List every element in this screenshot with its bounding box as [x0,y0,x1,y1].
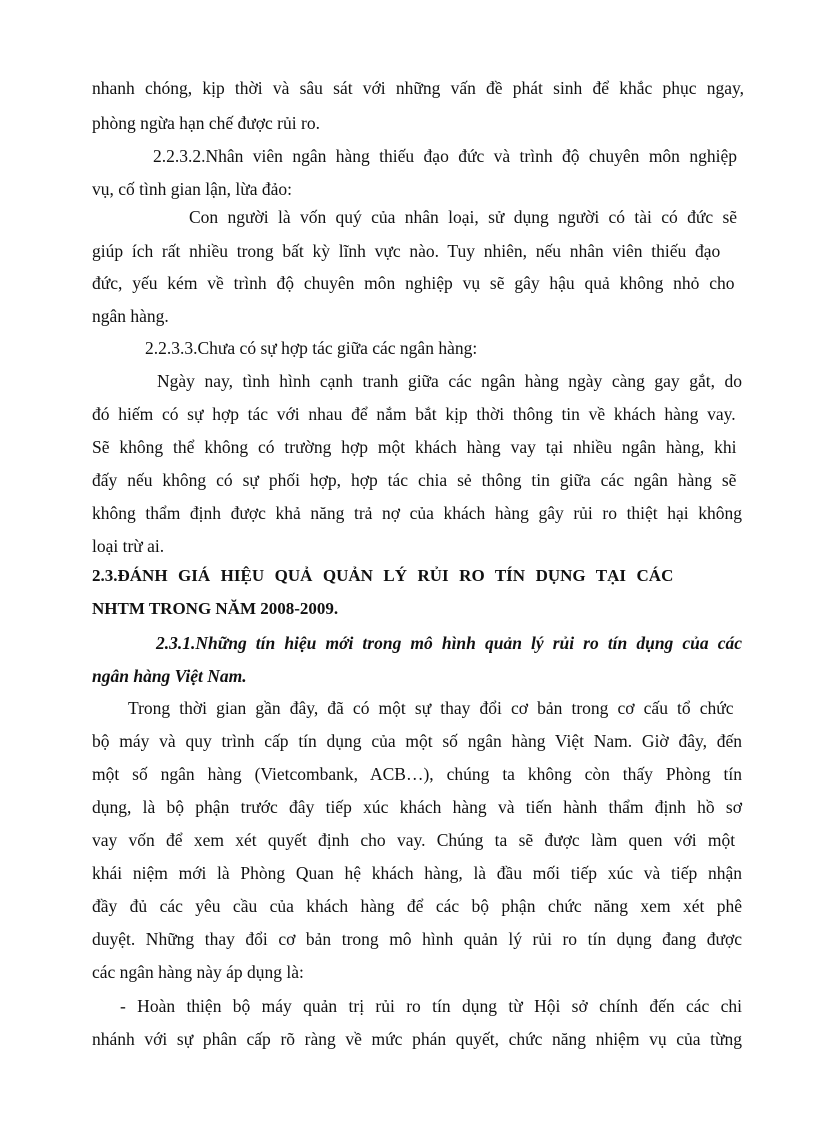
text-line: loại trừ ai. [92,536,165,556]
text-line: giúp ích rất nhiều trong bất kỳ lĩnh vực nào. Tuy nhiên, nếu nhân viên thiếu đạo [92,241,721,261]
text-line: dụng, là bộ phận trước đây tiếp xúc khách hàng và tiến hành thẩm định hồ sơ [92,797,742,817]
text-line: các ngân hàng này áp dụng là: [92,962,304,982]
section-heading-231: ngân hàng Việt Nam. [92,666,247,686]
section-heading-2232: 2.2.3.2.Nhân viên ngân hàng thiếu đạo đức và trình độ chuyên môn nghiệp [153,146,737,166]
text-line: nhanh chóng, kịp thời và sâu sát với những vấn đề phát sinh để khắc phục ngay, [92,78,744,98]
section-heading-2232: vụ, cố tình gian lận, lừa đảo: [92,179,292,199]
text-line: một số ngân hàng (Vietcombank, ACB…), chúng ta không còn thấy Phòng tín [92,764,742,784]
text-line: không thẩm định được khả năng trả nợ của khách hàng gây rủi ro thiệt hại không [92,503,742,523]
section-heading-23: 2.3.ĐÁNH GIÁ HIỆU QUẢ QUẢN LÝ RỦI RO TÍN DỤNG TẠI CÁC [92,566,674,585]
text-line: phòng ngừa hạn chế được rủi ro. [92,113,320,133]
text-line: đầy đủ các yêu cầu của khách hàng để các bộ phận chức năng xem xét phê [92,896,742,916]
section-heading-23: NHTM TRONG NĂM 2008-2009. [92,599,339,618]
bullet-line: - Hoàn thiện bộ máy quản trị rủi ro tín dụng từ Hội sở chính đến các chi [120,996,742,1016]
text-line: Trong thời gian gần đây, đã có một sự thay đổi cơ bản trong cơ cấu tổ chức [128,698,734,718]
text-line: Sẽ không thể không có trường hợp một khách hàng vay tại nhiều ngân hàng, khi [92,437,737,457]
section-heading-231: 2.3.1.Những tín hiệu mới trong mô hình quản lý rủi ro tín dụng của các [156,633,742,653]
text-line: đức, yếu kém về trình độ chuyên môn nghiệp vụ sẽ gây hậu quả không nhỏ cho [92,273,735,293]
text-line: đấy nếu không có sự phối hợp, hợp tác chia sẻ thông tin giữa các ngân hàng sẽ [92,470,737,490]
text-line: đó hiếm có sự hợp tác với nhau để nắm bắt kịp thời thông tin về khách hàng vay. [92,404,736,424]
text-line: Con người là vốn quý của nhân loại, sử dụng người có tài có đức sẽ [189,207,738,227]
text-line: bộ máy và quy trình cấp tín dụng của một số ngân hàng Việt Nam. Giờ đây, đến [92,731,742,751]
text-line: Ngày nay, tình hình cạnh tranh giữa các ngân hàng ngày càng gay gắt, do [157,371,742,391]
text-line: nhánh với sự phân cấp rõ ràng về mức phán quyết, chức năng nhiệm vụ của từng [92,1029,742,1049]
text-line: duyệt. Những thay đổi cơ bản trong mô hình quản lý rủi ro tín dụng đang được [92,929,742,949]
text-line: vay vốn để xem xét quyết định cho vay. Chúng ta sẽ được làm quen với một [92,830,736,850]
text-line: khái niệm mới là Phòng Quan hệ khách hàng, là đầu mối tiếp xúc và tiếp nhận [92,863,742,883]
text-line: ngân hàng. [92,306,169,326]
section-heading-2233: 2.2.3.3.Chưa có sự hợp tác giữa các ngân hàng: [145,338,478,358]
